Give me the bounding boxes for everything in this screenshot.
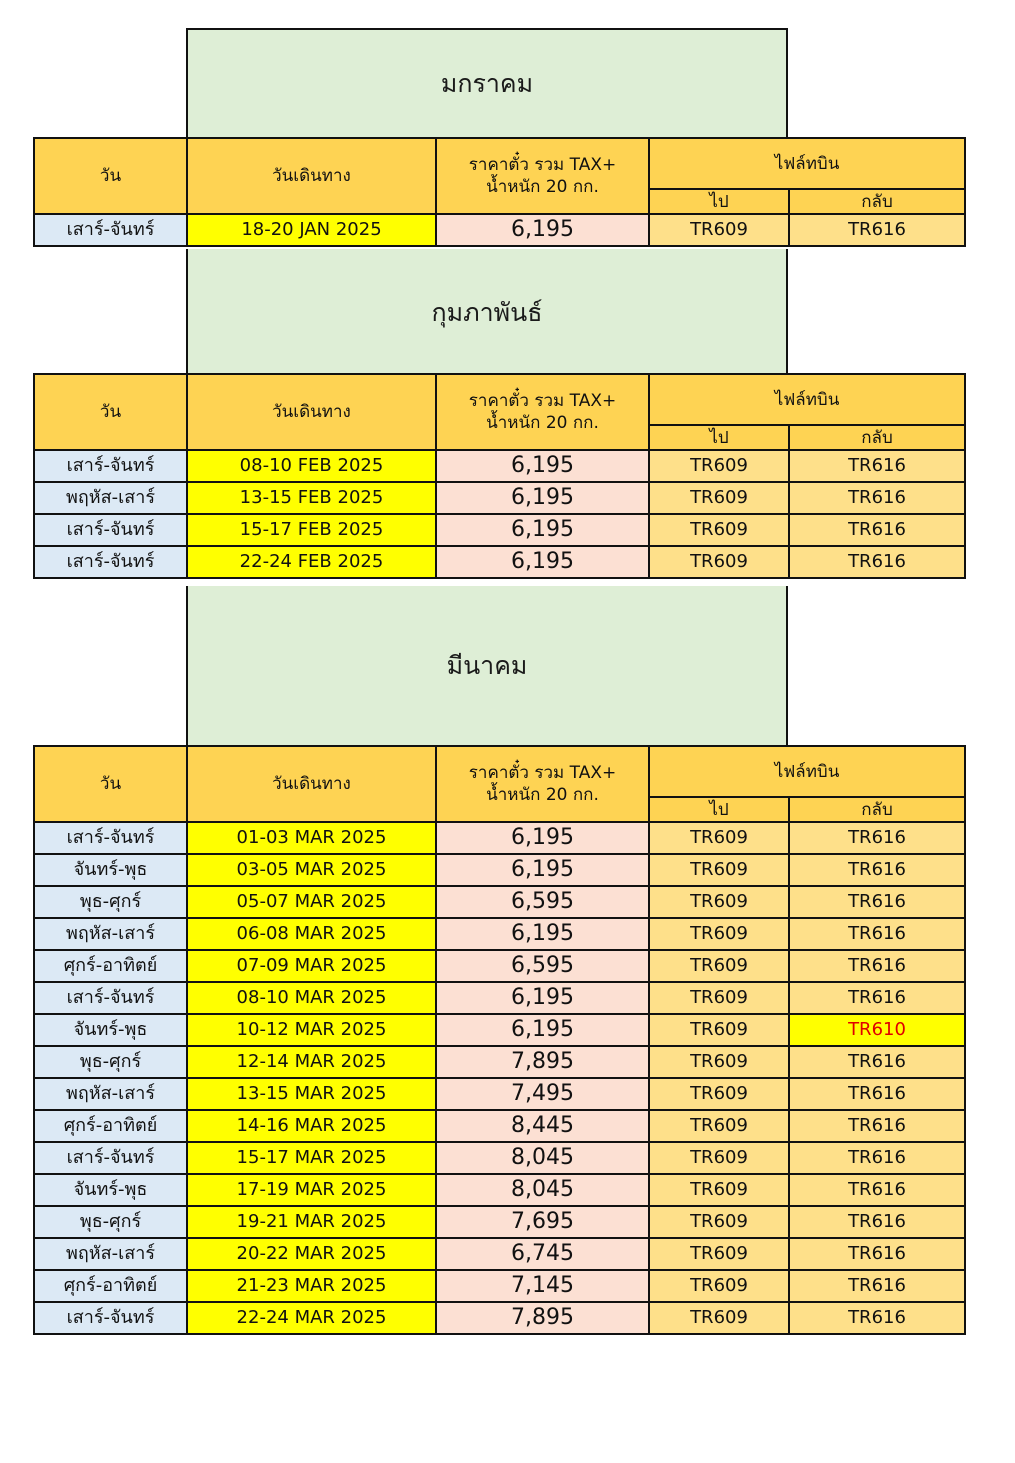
return-flight-cell: TR616 [789,546,965,578]
month-banner-february [186,249,788,374]
outbound-flight-cell: TR609 [649,1174,789,1206]
return-flight-cell: TR610 [789,1014,965,1046]
day-cell: พุธ-ศุกร์ [34,1046,187,1078]
outbound-flight-cell: TR609 [649,1302,789,1334]
price-cell: 7,145 [436,1270,649,1302]
travel-date-cell: 08-10 FEB 2025 [187,450,436,482]
table-row [34,514,965,546]
return-flight-cell: TR616 [789,482,965,514]
day-cell: เสาร์-จันทร์ [34,1142,187,1174]
fare-table-body [34,746,965,1334]
price-cell: 7,895 [436,1302,649,1334]
outbound-flight-cell: TR609 [649,546,789,578]
travel-date-cell: 13-15 MAR 2025 [187,1078,436,1110]
table-row [34,982,965,1014]
header-travel-date: วันเดินทาง [187,374,436,450]
outbound-flight-cell: TR609 [649,1078,789,1110]
travel-date-cell: 20-22 MAR 2025 [187,1238,436,1270]
price-cell: 6,195 [436,982,649,1014]
price-cell: 7,695 [436,1206,649,1238]
table-row [34,1078,965,1110]
travel-date-cell: 21-23 MAR 2025 [187,1270,436,1302]
outbound-flight-cell: TR609 [649,1206,789,1238]
fare-table-january [33,137,966,247]
return-flight-cell: TR616 [789,854,965,886]
table-row [34,450,965,482]
day-cell: เสาร์-จันทร์ [34,450,187,482]
travel-date-cell: 10-12 MAR 2025 [187,1014,436,1046]
fare-table-february [33,373,966,579]
header-flight: ไฟล์ทบิน [649,138,965,189]
header-return: กลับ [789,425,965,450]
price-cell: 6,195 [436,854,649,886]
travel-date-cell: 03-05 MAR 2025 [187,854,436,886]
table-row [34,482,965,514]
table-row [34,1046,965,1078]
return-flight-cell: TR616 [789,1046,965,1078]
header-price-line1: ราคาตั๋ว รวม TAX+ [468,155,617,175]
travel-date-cell: 18-20 JAN 2025 [187,214,436,246]
travel-date-cell: 19-21 MAR 2025 [187,1206,436,1238]
price-cell: 8,045 [436,1174,649,1206]
header-return: กลับ [789,797,965,822]
return-flight-cell: TR616 [789,822,965,854]
travel-date-cell: 06-08 MAR 2025 [187,918,436,950]
header-outbound: ไป [649,425,789,450]
table-row [34,950,965,982]
day-cell: ศุกร์-อาทิตย์ [34,1270,187,1302]
price-cell: 6,195 [436,482,649,514]
header-outbound: ไป [649,189,789,214]
return-flight-cell: TR616 [789,1078,965,1110]
header-price-line2: น้ำหนัก 20 กก. [486,413,599,433]
price-cell: 6,195 [436,546,649,578]
month-title: กุมภาพันธ์ [431,297,543,327]
price-cell: 6,195 [436,1014,649,1046]
price-cell: 6,595 [436,950,649,982]
header-price-line1: ราคาตั๋ว รวม TAX+ [468,391,617,411]
outbound-flight-cell: TR609 [649,854,789,886]
return-flight-cell: TR616 [789,1302,965,1334]
travel-date-cell: 22-24 MAR 2025 [187,1302,436,1334]
day-cell: พฤหัส-เสาร์ [34,482,187,514]
day-cell: เสาร์-จันทร์ [34,982,187,1014]
outbound-flight-cell: TR609 [649,1142,789,1174]
outbound-flight-cell: TR609 [649,1110,789,1142]
return-flight-cell: TR616 [789,1238,965,1270]
fare-table-body [34,138,965,246]
travel-date-cell: 05-07 MAR 2025 [187,886,436,918]
price-cell: 6,195 [436,918,649,950]
return-flight-cell: TR616 [789,514,965,546]
travel-date-cell: 01-03 MAR 2025 [187,822,436,854]
return-flight-cell: TR616 [789,1142,965,1174]
return-flight-cell: TR616 [789,982,965,1014]
price-cell: 6,195 [436,822,649,854]
outbound-flight-cell: TR609 [649,1238,789,1270]
travel-date-cell: 15-17 MAR 2025 [187,1142,436,1174]
day-cell: ศุกร์-อาทิตย์ [34,1110,187,1142]
month-title: มกราคม [440,69,534,98]
price-cell: 8,445 [436,1110,649,1142]
travel-date-cell: 15-17 FEB 2025 [187,514,436,546]
header-price-line1: ราคาตั๋ว รวม TAX+ [468,763,617,783]
outbound-flight-cell: TR609 [649,514,789,546]
table-row [34,1206,965,1238]
header-travel-date: วันเดินทาง [187,746,436,822]
return-flight-cell: TR616 [789,1174,965,1206]
day-cell: จันทร์-พุธ [34,1174,187,1206]
header-price-line2: น้ำหนัก 20 กก. [486,785,599,805]
day-cell: พุธ-ศุกร์ [34,886,187,918]
table-row [34,1014,965,1046]
day-cell: พฤหัส-เสาร์ [34,918,187,950]
day-cell: เสาร์-จันทร์ [34,546,187,578]
travel-date-cell: 22-24 FEB 2025 [187,546,436,578]
outbound-flight-cell: TR609 [649,950,789,982]
header-price [436,374,649,450]
month-title: มีนาคม [446,651,528,680]
travel-date-cell: 07-09 MAR 2025 [187,950,436,982]
return-flight-cell: TR616 [789,950,965,982]
table-row [34,886,965,918]
return-flight-cell: TR616 [789,1270,965,1302]
return-flight-cell: TR616 [789,214,965,246]
header-price [436,138,649,214]
table-row [34,822,965,854]
day-cell: ศุกร์-อาทิตย์ [34,950,187,982]
header-flight: ไฟล์ทบิน [649,746,965,797]
header-travel-date: วันเดินทาง [187,138,436,214]
travel-date-cell: 17-19 MAR 2025 [187,1174,436,1206]
travel-date-cell: 13-15 FEB 2025 [187,482,436,514]
return-flight-cell: TR616 [789,450,965,482]
price-cell: 6,195 [436,514,649,546]
table-row [34,1270,965,1302]
outbound-flight-cell: TR609 [649,822,789,854]
price-cell: 8,045 [436,1142,649,1174]
outbound-flight-cell: TR609 [649,1046,789,1078]
return-flight-cell: TR616 [789,1110,965,1142]
outbound-flight-cell: TR609 [649,450,789,482]
header-row [34,374,965,425]
outbound-flight-cell: TR609 [649,982,789,1014]
day-cell: จันทร์-พุธ [34,1014,187,1046]
outbound-flight-cell: TR609 [649,918,789,950]
outbound-flight-cell: TR609 [649,214,789,246]
table-row [34,214,965,246]
day-cell: จันทร์-พุธ [34,854,187,886]
header-outbound: ไป [649,797,789,822]
day-cell: เสาร์-จันทร์ [34,1302,187,1334]
travel-date-cell: 12-14 MAR 2025 [187,1046,436,1078]
travel-date-cell: 14-16 MAR 2025 [187,1110,436,1142]
outbound-flight-cell: TR609 [649,1014,789,1046]
table-row [34,1238,965,1270]
table-row [34,1110,965,1142]
day-cell: เสาร์-จันทร์ [34,214,187,246]
table-row [34,1142,965,1174]
fare-table-march [33,745,966,1335]
header-day: วัน [34,374,187,450]
table-row [34,1174,965,1206]
price-cell: 7,895 [436,1046,649,1078]
table-row [34,918,965,950]
outbound-flight-cell: TR609 [649,1270,789,1302]
price-cell: 6,195 [436,450,649,482]
price-cell: 6,745 [436,1238,649,1270]
day-cell: พุธ-ศุกร์ [34,1206,187,1238]
table-row [34,546,965,578]
travel-date-cell: 08-10 MAR 2025 [187,982,436,1014]
header-day: วัน [34,138,187,214]
day-cell: พฤหัส-เสาร์ [34,1078,187,1110]
header-return: กลับ [789,189,965,214]
header-flight: ไฟล์ทบิน [649,374,965,425]
outbound-flight-cell: TR609 [649,482,789,514]
return-flight-cell: TR616 [789,1206,965,1238]
header-row [34,138,965,189]
outbound-flight-cell: TR609 [649,886,789,918]
month-banner-january [186,28,788,138]
table-row [34,854,965,886]
header-row [34,746,965,797]
day-cell: พฤหัส-เสาร์ [34,1238,187,1270]
fare-table-body [34,374,965,578]
return-flight-cell: TR616 [789,918,965,950]
header-price-line2: น้ำหนัก 20 กก. [486,177,599,197]
price-cell: 7,495 [436,1078,649,1110]
day-cell: เสาร์-จันทร์ [34,514,187,546]
table-row [34,1302,965,1334]
return-flight-cell: TR616 [789,886,965,918]
price-cell: 6,595 [436,886,649,918]
day-cell: เสาร์-จันทร์ [34,822,187,854]
price-cell: 6,195 [436,214,649,246]
header-day: วัน [34,746,187,822]
month-banner-march [186,586,788,746]
header-price [436,746,649,822]
